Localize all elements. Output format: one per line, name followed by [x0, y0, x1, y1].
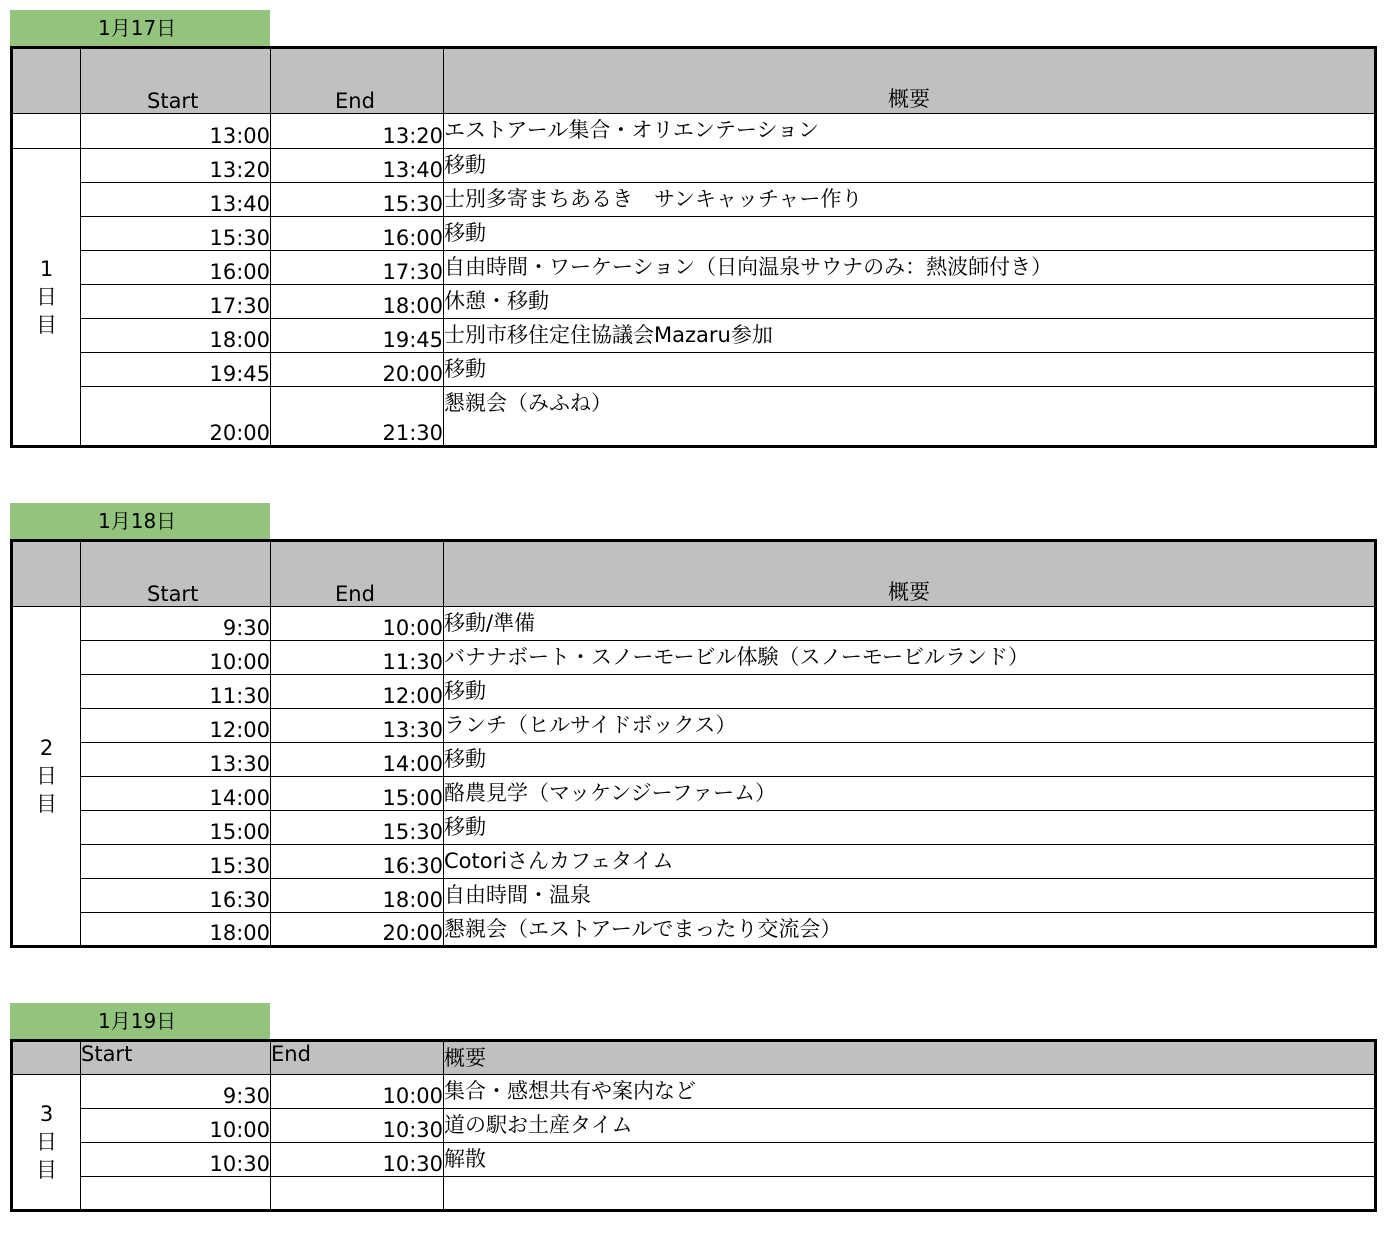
header-description: 概要	[444, 541, 1376, 607]
description: バナナボート・スノーモービル体験（スノーモービルランド）	[444, 641, 1376, 675]
start-time: 20:00	[81, 387, 271, 447]
description: 自由時間・ワーケーション（日向温泉サウナのみ：熱波師付き）	[444, 251, 1376, 285]
end-time: 16:30	[271, 845, 444, 879]
end-time: 12:00	[271, 675, 444, 709]
start-time	[81, 1177, 271, 1211]
description: 移動	[444, 217, 1376, 251]
description	[444, 1177, 1376, 1211]
schedule-table	[10, 539, 1377, 948]
start-time: 10:00	[81, 641, 271, 675]
description: Cotoriさんカフェタイム	[444, 845, 1376, 879]
end-time: 13:20	[271, 114, 444, 149]
start-time: 18:00	[81, 913, 271, 947]
start-time: 10:30	[81, 1143, 271, 1177]
end-time: 15:30	[271, 183, 444, 217]
end-time: 19:45	[271, 319, 444, 353]
end-time: 10:00	[271, 607, 444, 641]
start-time: 13:00	[81, 114, 271, 149]
description: 酪農見学（マッケンジーファーム）	[444, 777, 1376, 811]
start-time: 16:30	[81, 879, 271, 913]
start-time: 9:30	[81, 607, 271, 641]
header-start: Start	[81, 1041, 271, 1075]
description: 移動	[444, 353, 1376, 387]
schedule-table	[10, 1039, 1377, 1212]
start-time: 15:00	[81, 811, 271, 845]
end-time: 13:40	[271, 149, 444, 183]
header-end: End	[271, 541, 444, 607]
header-start: Start	[81, 48, 271, 114]
end-time: 14:00	[271, 743, 444, 777]
end-time: 11:30	[271, 641, 444, 675]
end-time: 18:00	[271, 879, 444, 913]
description: 移動	[444, 743, 1376, 777]
schedule-table	[10, 46, 1377, 448]
day-label: 3 日 目	[12, 1075, 81, 1211]
start-time: 11:30	[81, 675, 271, 709]
description: 士別多寄まちあるき サンキャッチャー作り	[444, 183, 1376, 217]
header-end: End	[271, 1041, 444, 1075]
end-time	[271, 1177, 444, 1211]
header-start: Start	[81, 541, 271, 607]
header-blank	[12, 541, 81, 607]
date-tab: 1月19日	[10, 1003, 270, 1039]
description: 解散	[444, 1143, 1376, 1177]
end-time: 17:30	[271, 251, 444, 285]
end-time: 15:30	[271, 811, 444, 845]
description: 移動/準備	[444, 607, 1376, 641]
start-time: 16:00	[81, 251, 271, 285]
start-time: 12:00	[81, 709, 271, 743]
header-description: 概要	[444, 1041, 1376, 1075]
start-time: 9:30	[81, 1075, 271, 1109]
start-time: 19:45	[81, 353, 271, 387]
start-time: 17:30	[81, 285, 271, 319]
description: 自由時間・温泉	[444, 879, 1376, 913]
end-time: 20:00	[271, 353, 444, 387]
start-time: 18:00	[81, 319, 271, 353]
end-time: 16:00	[271, 217, 444, 251]
date-tab: 1月18日	[10, 503, 270, 539]
end-time: 20:00	[271, 913, 444, 947]
day-cell-empty	[12, 114, 81, 149]
description: 移動	[444, 149, 1376, 183]
description: 懇親会（みふね）	[444, 387, 1376, 447]
end-time: 21:30	[271, 387, 444, 447]
description: ランチ（ヒルサイドボックス）	[444, 709, 1376, 743]
start-time: 13:30	[81, 743, 271, 777]
end-time: 10:30	[271, 1109, 444, 1143]
description: 士別市移住定住協議会Mazaru参加	[444, 319, 1376, 353]
date-tab: 1月17日	[10, 10, 270, 46]
description: 道の駅お土産タイム	[444, 1109, 1376, 1143]
description: エストアール集合・オリエンテーション	[444, 114, 1376, 149]
end-time: 13:30	[271, 709, 444, 743]
day-label: 2 日 目	[12, 607, 81, 947]
header-blank	[12, 1041, 81, 1075]
header-description: 概要	[444, 48, 1376, 114]
description: 懇親会（エストアールでまったり交流会）	[444, 913, 1376, 947]
start-time: 14:00	[81, 777, 271, 811]
end-time: 10:30	[271, 1143, 444, 1177]
start-time: 15:30	[81, 845, 271, 879]
end-time: 10:00	[271, 1075, 444, 1109]
start-time: 10:00	[81, 1109, 271, 1143]
end-time: 15:00	[271, 777, 444, 811]
description: 集合・感想共有や案内など	[444, 1075, 1376, 1109]
start-time: 13:40	[81, 183, 271, 217]
header-end: End	[271, 48, 444, 114]
start-time: 15:30	[81, 217, 271, 251]
header-blank	[12, 48, 81, 114]
end-time: 18:00	[271, 285, 444, 319]
day-label: 1 日 目	[12, 149, 81, 447]
description: 休憩・移動	[444, 285, 1376, 319]
description: 移動	[444, 811, 1376, 845]
start-time: 13:20	[81, 149, 271, 183]
description: 移動	[444, 675, 1376, 709]
